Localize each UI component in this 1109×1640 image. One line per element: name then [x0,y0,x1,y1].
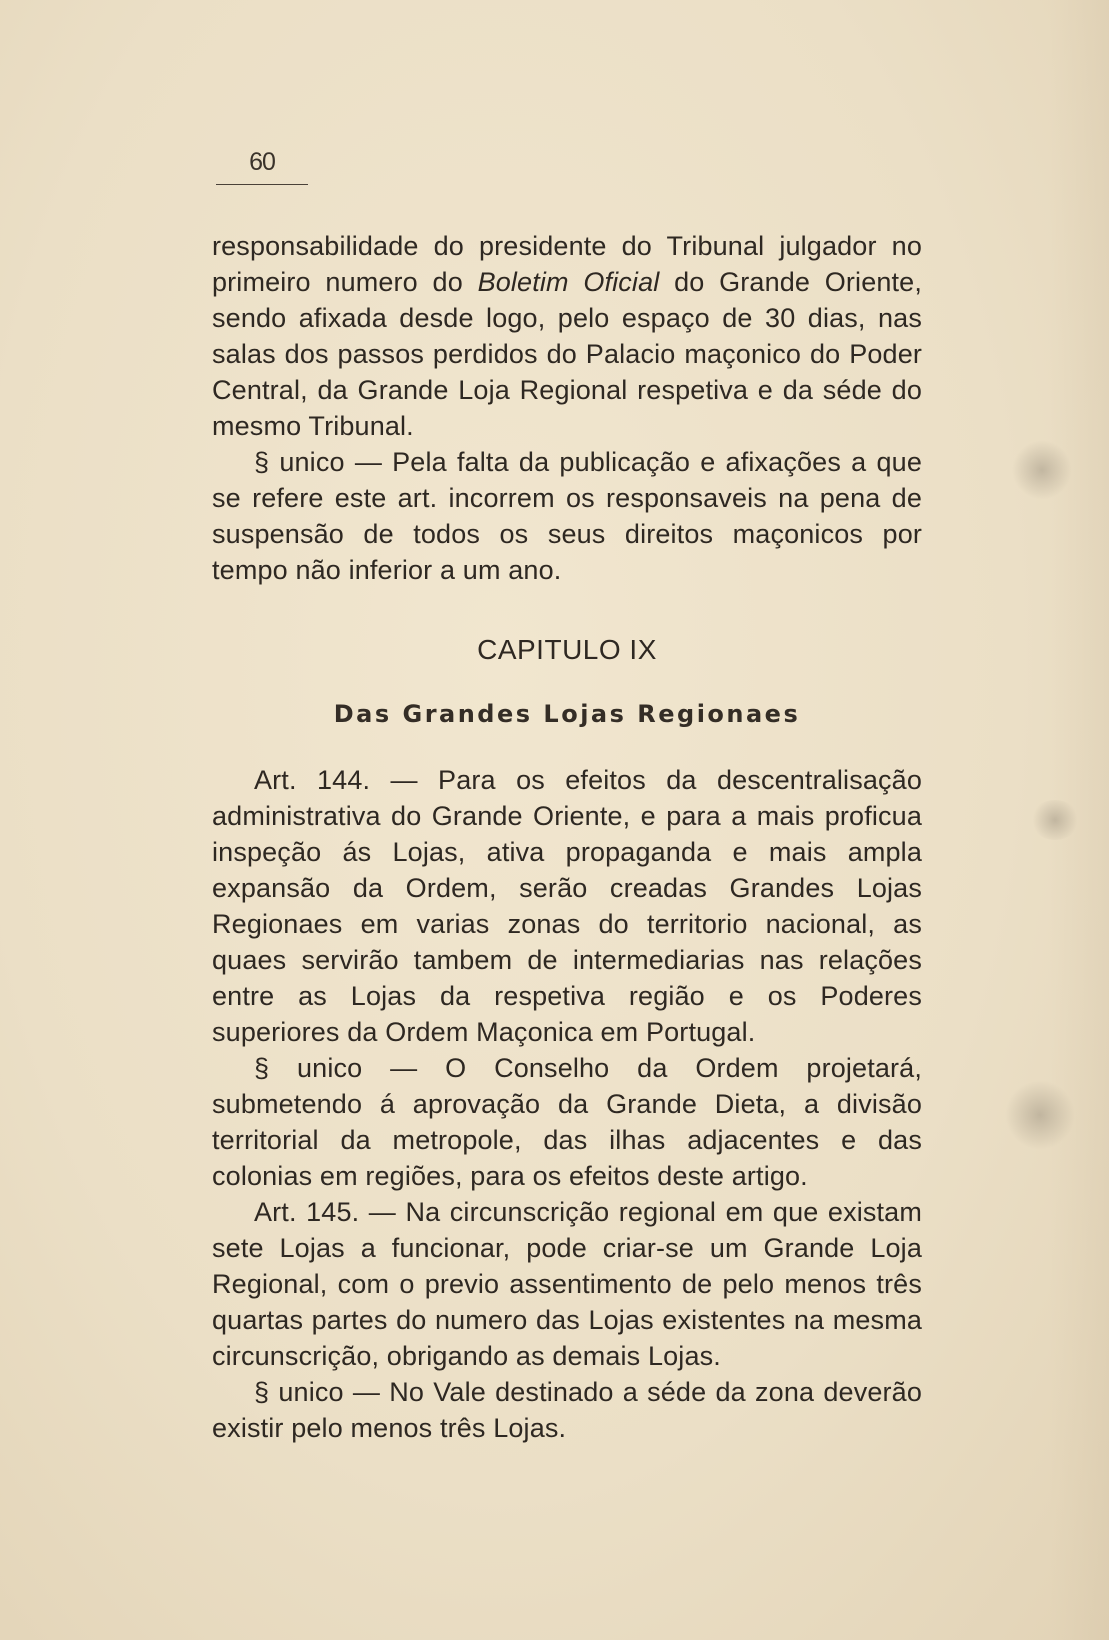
paragraph-art-145: Art. 145. — Na circunscrição regional em que existam sete Lojas a funcionar, pode criar-se um Grande Loja Regional, com o previo assentimento de pelo menos três quartas partes do numero das Lojas existentes na mesma circunscrição, obrigando as demais Lojas. [212,1197,922,1371]
section-title: Das Grandes Lojas Regionaes [333,700,801,728]
page-stain [1030,800,1080,840]
page-body [212,228,922,1446]
page-stain [1005,1080,1075,1150]
italic-title: Boletim Oficial [477,267,660,297]
page-number-rule [216,184,308,185]
paragraph-unico-1: § unico — Pela falta da publicação e afixações a que se refere este art. incorrem os responsaveis na pena de suspensão de todos os seus direitos maçonicos por tempo não inferior a um ano. [212,447,922,585]
page-stain [1012,440,1072,500]
paragraph-unico-2: § unico — O Conselho da Ordem projetará, submetendo á aprovação da Grande Dieta, a divisão territorial da metropole, das ilhas adjacentes e das colonias em regiões, para os efeitos deste artigo. [212,1053,922,1191]
page-number: 60 [249,148,275,176]
paragraph-continuation: responsabilidade do presidente do Tribunal julgador no primeiro numero do Boletim Oficial do Grande Oriente, sendo afixada desde logo, pelo espaço de 30 dias, nas salas dos passos perdidos do Palacio maçonico do Poder Central, da Grande Loja Regional respetiva e da séde do mesmo Tribunal. [212,231,922,441]
paragraph-art-144: Art. 144. — Para os efeitos da descentralisação administrativa do Grande Oriente, e para a mais proficua inspeção ás Lojas, ativa propaganda e mais ampla expansão da Ordem, serão creadas Grandes Lojas Regionaes em varias zonas do territorio nacional, as quaes servirão tambem de intermediarias nas relações entre as Lojas da respetiva região e os Poderes superiores da Ordem Maçonica em Portugal. [212,765,922,1047]
chapter-heading: CAPITULO IX [477,634,657,665]
paragraph-unico-3: § unico — No Vale destinado a séde da zona deverão existir pelo menos três Lojas. [212,1377,922,1443]
